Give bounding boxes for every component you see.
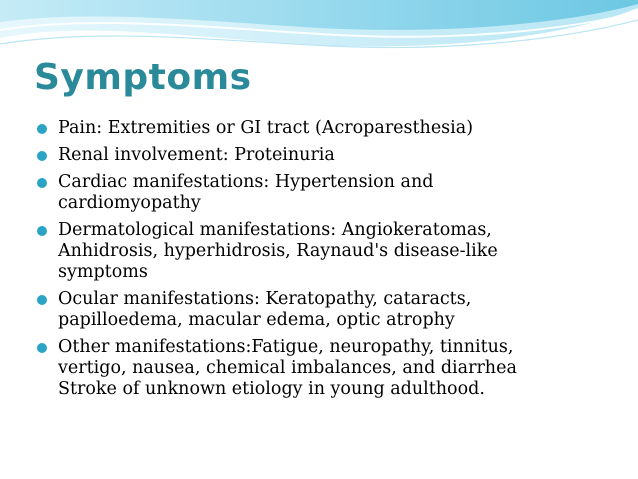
bullet-dot-icon (37, 151, 47, 161)
bullet-dot-icon (37, 295, 47, 305)
list-item (34, 172, 604, 214)
list-item-text: Stroke of unknown etiology in young adulthood. (58, 379, 485, 399)
list-item-text: Anhidrosis, hyperhidrosis, Raynaud's disease-like (58, 241, 498, 261)
list-item-text: Other manifestations:Fatigue, neuropathy, tinnitus, (58, 337, 514, 357)
slide-title: Symptoms (34, 57, 252, 98)
list-item-text: Dermatological manifestations: Angiokeratomas, (58, 220, 492, 240)
list-item-text: cardiomyopathy (58, 193, 201, 213)
bullet-dot-icon (37, 124, 47, 134)
list-item-text: Ocular manifestations: Keratopathy, cataracts, (58, 289, 472, 309)
bullet-dot-icon (37, 226, 47, 236)
bullet-dot-icon (37, 178, 47, 188)
list-item (34, 145, 604, 166)
list-item-text: vertigo, nausea, chemical imbalances, and diarrhea (58, 358, 517, 378)
list-item-text: symptoms (58, 262, 148, 282)
list-item-text: papilloedema, macular edema, optic atrophy (58, 310, 455, 330)
list-item (34, 289, 604, 331)
list-item-text: Pain: Extremities or GI tract (Acroparesthesia) (58, 118, 474, 138)
list-item-text: Renal involvement: Proteinuria (58, 145, 335, 165)
bullet-dot-icon (37, 343, 47, 353)
list-item (34, 220, 604, 283)
symptom-list (34, 118, 604, 406)
list-item (34, 118, 604, 139)
list-item-text: Cardiac manifestations: Hypertension and (58, 172, 434, 192)
list-item (34, 337, 604, 400)
